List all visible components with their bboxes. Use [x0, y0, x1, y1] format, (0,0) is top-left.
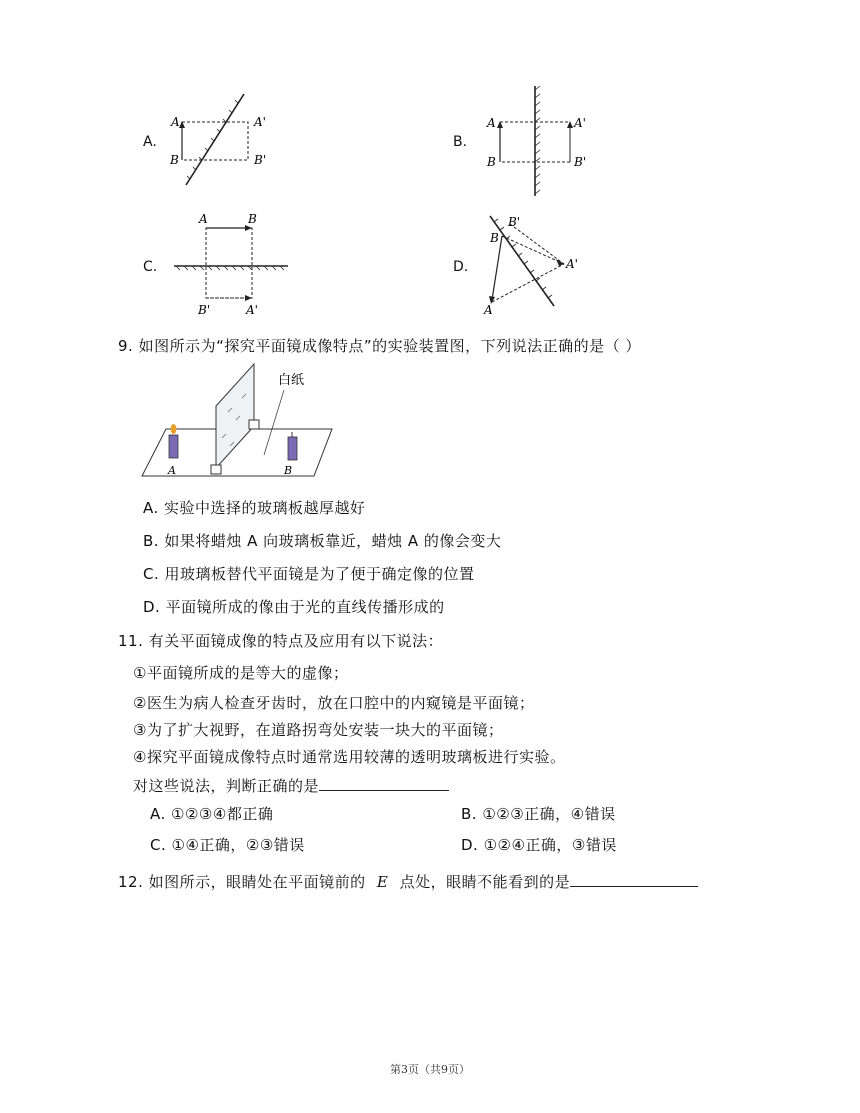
q8c-point-b: B [248, 212, 257, 226]
q11-option-b: B. ①②③正确，④错误 [461, 805, 616, 823]
q9-candle-b-label: B [284, 464, 293, 477]
q8b-point-b2: B' [574, 155, 587, 169]
q8d-point-a: A [484, 303, 493, 317]
q8-figure-d [480, 212, 590, 320]
q11-stem: 11. 有关平面镜成像的特点及应用有以下说法： [118, 632, 444, 650]
q8-option-a-label: A. [143, 134, 157, 150]
q11-statement-3: ③为了扩大视野，在道路拐弯处安装一块大的平面镜； [133, 721, 504, 739]
q8a-point-a: A [171, 115, 180, 129]
q8-figure-b [478, 84, 593, 199]
q11-option-a: A. ①②③④都正确 [150, 805, 274, 823]
q9-paper-label: 白纸 [278, 373, 305, 388]
q8-option-c-label: C. [143, 259, 158, 275]
q11-statement-1: ①平面镜所成的是等大的虚像； [133, 664, 349, 682]
q12-stem-line [118, 870, 698, 892]
q8c-point-b2: B' [198, 303, 211, 317]
q8c-point-a2: A' [246, 303, 258, 317]
q11-statement-4: ④探究平面镜成像特点时通常选用较薄的透明玻璃板进行实验。 [133, 748, 566, 766]
q11-prompt: 对这些说法，判断正确的是 [133, 777, 320, 795]
q12-answer-blank[interactable] [570, 870, 698, 887]
q8d-point-b: B [490, 231, 499, 245]
q8-figure-c [172, 210, 292, 318]
q11-option-c: C. ①④正确，②③错误 [150, 836, 305, 854]
q8-figure-a [166, 90, 276, 190]
q9-candle-a-label: A [168, 464, 176, 477]
page-footer: 第3页（共9页） [390, 1063, 470, 1076]
q8b-point-a: A [487, 116, 496, 130]
q8a-point-a2: A' [254, 115, 266, 129]
q9-option-a: A. 实验中选择的玻璃板越厚越好 [143, 499, 366, 517]
q8d-point-b2: B' [508, 215, 521, 229]
q8a-point-b: B [170, 153, 179, 167]
q8d-point-a2: A' [566, 257, 578, 271]
q8c-point-a: A [199, 212, 208, 226]
q9-option-c: C. 用玻璃板替代平面镜是为了便于确定像的位置 [143, 565, 475, 583]
q12-point: E [376, 873, 389, 891]
q8b-point-b: B [487, 155, 496, 169]
q8-option-d-label: D. [453, 259, 469, 275]
q8a-point-b2: B' [254, 153, 267, 167]
q11-option-d: D. ①②④正确，③错误 [461, 836, 617, 854]
q9-option-b: B. 如果将蜡烛 A 向玻璃板靠近，蜡烛 A 的像会变大 [143, 532, 502, 550]
q8b-point-a2: A' [574, 116, 586, 130]
q11-statement-2: ②医生为病人检查牙齿时，放在口腔中的内窥镜是平面镜； [133, 694, 535, 712]
q11-answer-blank[interactable] [319, 774, 449, 791]
q9-stem: 9. 如图所示为“探究平面镜成像特点”的实验装置图，下列说法正确的是（ ） [118, 337, 641, 355]
q9-option-d: D. 平面镜所成的像由于光的直线传播形成的 [143, 598, 445, 616]
q11-prompt-line [133, 774, 449, 796]
q12-stem-tail: 点处，眼睛不能看到的是 [399, 873, 571, 891]
q9-figure [136, 362, 336, 484]
q12-stem: 12. 如图所示，眼睛处在平面镜前的 [118, 873, 366, 891]
q8-option-b-label: B. [453, 134, 468, 150]
